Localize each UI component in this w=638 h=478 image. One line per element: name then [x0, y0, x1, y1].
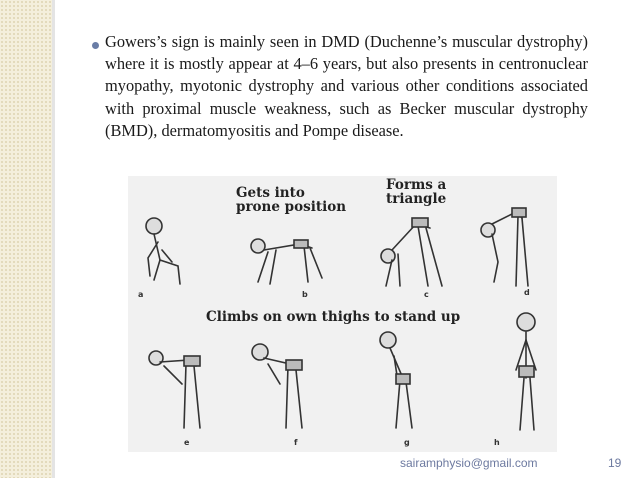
- label-h: h: [494, 438, 500, 447]
- figure-pose-h: [506, 308, 550, 438]
- footer-email: sairamphysio@gmail.com: [400, 456, 538, 470]
- figure-pose-g: [370, 326, 436, 434]
- figure-pose-e: [146, 344, 216, 434]
- page-number: 19: [608, 456, 622, 470]
- caption-forms-triangle: Forms a triangle: [386, 177, 447, 207]
- figure-pose-c: [374, 216, 454, 292]
- figure-pose-d: [476, 202, 542, 292]
- gowers-sign-illustration: [128, 176, 557, 452]
- label-e: e: [184, 438, 190, 447]
- sidebar-divider: [52, 0, 55, 478]
- figure-pose-a: [140, 214, 190, 292]
- decorative-sidebar: [0, 0, 52, 478]
- label-b: b: [302, 290, 308, 299]
- figure-pose-f: [246, 336, 320, 434]
- label-c: c: [424, 290, 429, 299]
- caption-prone-position: Gets into prone position: [236, 185, 347, 215]
- label-a: a: [138, 290, 144, 299]
- label-f: f: [294, 438, 298, 447]
- label-d: d: [524, 288, 530, 297]
- label-g: g: [404, 438, 410, 447]
- bullet-icon: [92, 42, 99, 49]
- figure-pose-b: [248, 234, 328, 290]
- caption-climbs-thighs: Climbs on own thighs to stand up: [206, 309, 461, 325]
- body-paragraph: Gowers’s sign is mainly seen in DMD (Duchenne’s muscular dystrophy) where it is mostly appear at 4–6 years, but also presents in centronuclear myopathy, myotonic dystrophy and various other conditions associated with proximal muscle weakness, such as Becker muscular dystrophy (BMD), dermatomyositis and Pompe disease.: [105, 32, 588, 140]
